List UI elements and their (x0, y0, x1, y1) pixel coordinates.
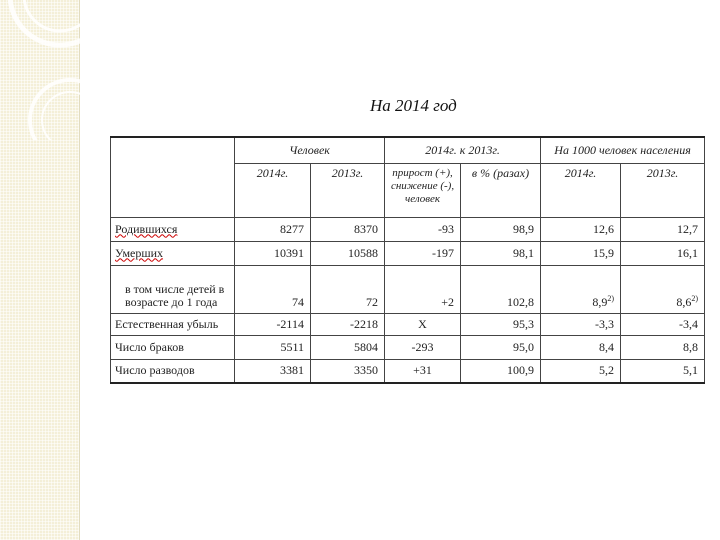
cell-growth: +31 (385, 359, 461, 383)
cell-per-2013: -3,4 (621, 313, 705, 335)
cell-per-2014: 15,9 (541, 241, 621, 265)
table-row (111, 313, 705, 335)
footnote-mark: 2) (607, 293, 615, 303)
row-label: в том числе детей в возрасте до 1 года (111, 265, 235, 313)
cell-per-2013: 8,8 (621, 335, 705, 359)
slide-title: На 2014 год (370, 96, 457, 115)
header-2014-per: 2014г. (541, 163, 621, 217)
cell-2014: 3381 (235, 359, 311, 383)
table-row (111, 241, 705, 265)
cell-per-2013: 8,6 (676, 294, 692, 309)
row-label: Число браков (111, 335, 235, 359)
cell-growth: +2 (385, 265, 461, 313)
cell-growth: -293 (385, 335, 461, 359)
cell-percent: 95,3 (461, 313, 541, 335)
cell-per-2014: 8,9 (592, 294, 608, 309)
cell-2013: 3350 (311, 359, 385, 383)
header-2014: 2014г. (235, 163, 311, 217)
header-2013: 2013г. (311, 163, 385, 217)
cell-2013: -2218 (311, 313, 385, 335)
cell-percent: 102,8 (461, 265, 541, 313)
cell-per-2014: 8,4 (541, 335, 621, 359)
cell-growth: X (385, 313, 461, 335)
table-row (111, 335, 705, 359)
header-change: 2014г. к 2013г. (385, 137, 541, 163)
header-per-1000: На 1000 человек населения (541, 137, 705, 163)
cell-2013: 72 (311, 265, 385, 313)
cell-per-2013: 16,1 (621, 241, 705, 265)
cell-percent: 100,9 (461, 359, 541, 383)
footnote-mark: 2) (691, 293, 699, 303)
cell-2013: 10588 (311, 241, 385, 265)
cell-per-2014: 12,6 (541, 217, 621, 241)
cell-2014: 10391 (235, 241, 311, 265)
cell-2014: 74 (235, 265, 311, 313)
header-growth: прирост (+), снижение (-), человек (385, 163, 461, 217)
row-label: Родившихся (115, 221, 178, 236)
decorative-arcs (0, 0, 80, 140)
group-header-row (111, 137, 705, 163)
row-label: Умерших (115, 245, 164, 260)
cell-growth: -197 (385, 241, 461, 265)
header-percent: в % (разах) (461, 163, 541, 217)
cell-2014: -2114 (235, 313, 311, 335)
cell-growth: -93 (385, 217, 461, 241)
row-label: Число разводов (111, 359, 235, 383)
cell-percent: 95,0 (461, 335, 541, 359)
cell-per-2014: 5,2 (541, 359, 621, 383)
header-empty (111, 137, 235, 217)
cell-2014: 5511 (235, 335, 311, 359)
cell-2013: 5804 (311, 335, 385, 359)
row-label: Естественная убыль (111, 313, 235, 335)
cell-2013: 8370 (311, 217, 385, 241)
cell-per-2013: 5,1 (621, 359, 705, 383)
demographics-table (110, 136, 705, 384)
table-row (111, 217, 705, 241)
cell-per-2013: 12,7 (621, 217, 705, 241)
cell-percent: 98,9 (461, 217, 541, 241)
cell-2014: 8277 (235, 217, 311, 241)
cell-percent: 98,1 (461, 241, 541, 265)
header-people: Человек (235, 137, 385, 163)
cell-per-2014: -3,3 (541, 313, 621, 335)
table-row (111, 359, 705, 383)
table-row (111, 265, 705, 313)
header-2013-per: 2013г. (621, 163, 705, 217)
